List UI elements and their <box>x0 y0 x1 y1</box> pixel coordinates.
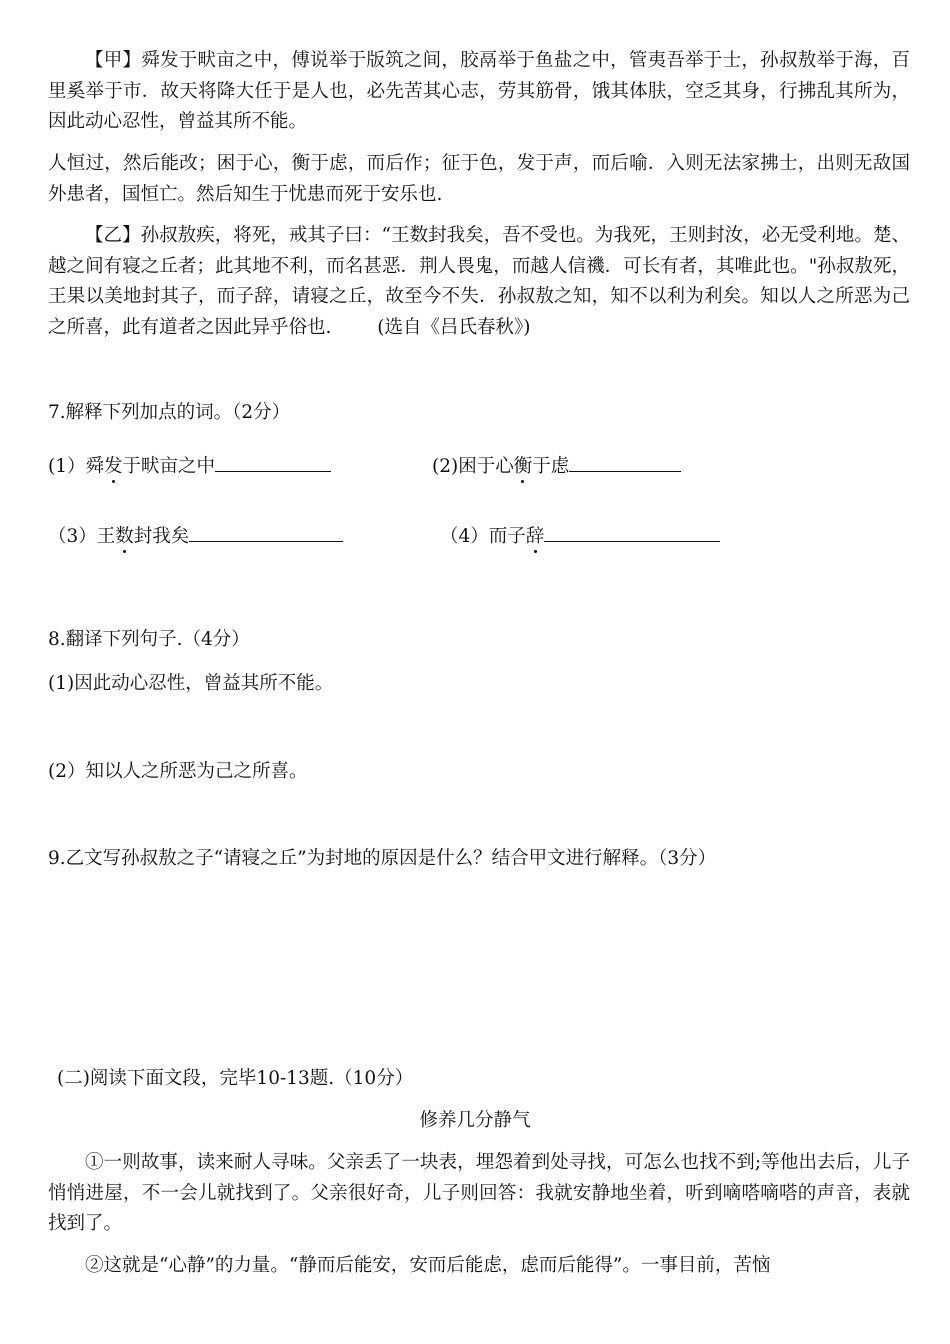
article-para-2: ②这就是“心静”的力量。“静而后能安，安而后能虑，虑而后能得”。一事目前，苦恼 <box>85 1255 771 1276</box>
q8-sentence-2: (2）知以人之所恶为己之所喜。 <box>48 761 308 782</box>
passage-yi <box>48 221 910 343</box>
q7-item-1: (1）舜发于畎亩之中 <box>48 452 331 478</box>
q9-title: 9.乙文写孙叔敖之子“请寝之丘”为封地的原因是什么？结合甲文进行解释。（3分） <box>48 848 717 869</box>
article-para-1: ①一则故事，读来耐人寻味。父亲丢了一块表，埋怨着到处寻找，可怎么也找不到;等他出去后，儿子悄悄进屋，不一会儿就找到了。父亲很好奇，儿子则回答：我就安静地坐着，听到嘀嗒嘀嗒的声音，表就找到了。 <box>48 1152 910 1234</box>
dotted-char: 发 <box>104 452 123 478</box>
dotted-char: 辞 <box>526 522 545 548</box>
q7-item-3: （3）王数封我矣 <box>48 522 343 548</box>
passage-yi-source: (选自《吕氏春秋》) <box>377 316 531 338</box>
q7-title: 7.解释下列加点的词。（2分） <box>48 402 291 423</box>
passage-yi-text: 孙叔敖疾，将死，戒其子曰：“王数封我矣，吾不受也。为我死，王则封汝，必无受利地。楚、越之间有寝之丘者；此其地不利，而名甚恶．荆人畏鬼，而越人信禨．可长有者，其唯此也。"孙叔敖死，王果以美地封其子，而子辞，请寝之丘，故至今不失．孙叔敖之知，知不以利为利矣。知以人之所恶为己之所喜，此有道者之因此异乎俗也. <box>48 225 910 338</box>
answer-blank-3[interactable] <box>189 523 343 542</box>
q7-item-4: （4）而子辞 <box>440 522 720 548</box>
answer-blank-1[interactable] <box>215 453 331 472</box>
q8-title: 8.翻译下列句子.（4分） <box>48 629 250 650</box>
passage-jia <box>48 46 910 138</box>
passage-yi-label: 【乙】 <box>85 225 141 246</box>
article-title: 修养几分静气 <box>419 1110 531 1131</box>
q7-item-2: (2)困于心衡于虑 <box>432 452 681 478</box>
passage-jia-label: 【甲】 <box>85 50 142 71</box>
answer-blank-4[interactable] <box>544 523 720 542</box>
dotted-char: 数 <box>115 522 134 548</box>
dotted-char: 衡 <box>514 452 533 478</box>
answer-blank-2[interactable] <box>569 453 681 472</box>
section2-header: (二)阅读下面文段，完毕10-13题.（10分） <box>57 1068 414 1089</box>
q8-sentence-1: (1)因此动心忍性，曾益其所不能。 <box>48 673 334 694</box>
passage-jia-text: 舜发于畎亩之中，傅说举于版筑之间，胶鬲举于鱼盐之中，管夷吾举于士，孙叔敖举于海，百里奚举于市．故天将降大任于是人也，必先苦其心志，劳其筋骨，饿其体肤，空乏其身，行拂乱其所为，因此动心忍性，曾益其所不能。 <box>48 50 910 132</box>
passage-jia-para2: 人恒过，然后能改；困于心，衡于虑，而后作；征于色，发于声，而后喻．入则无法家拂士，出则无敌国外患者，国恒亡。然后知生于忧患而死于安乐也. <box>48 153 910 205</box>
